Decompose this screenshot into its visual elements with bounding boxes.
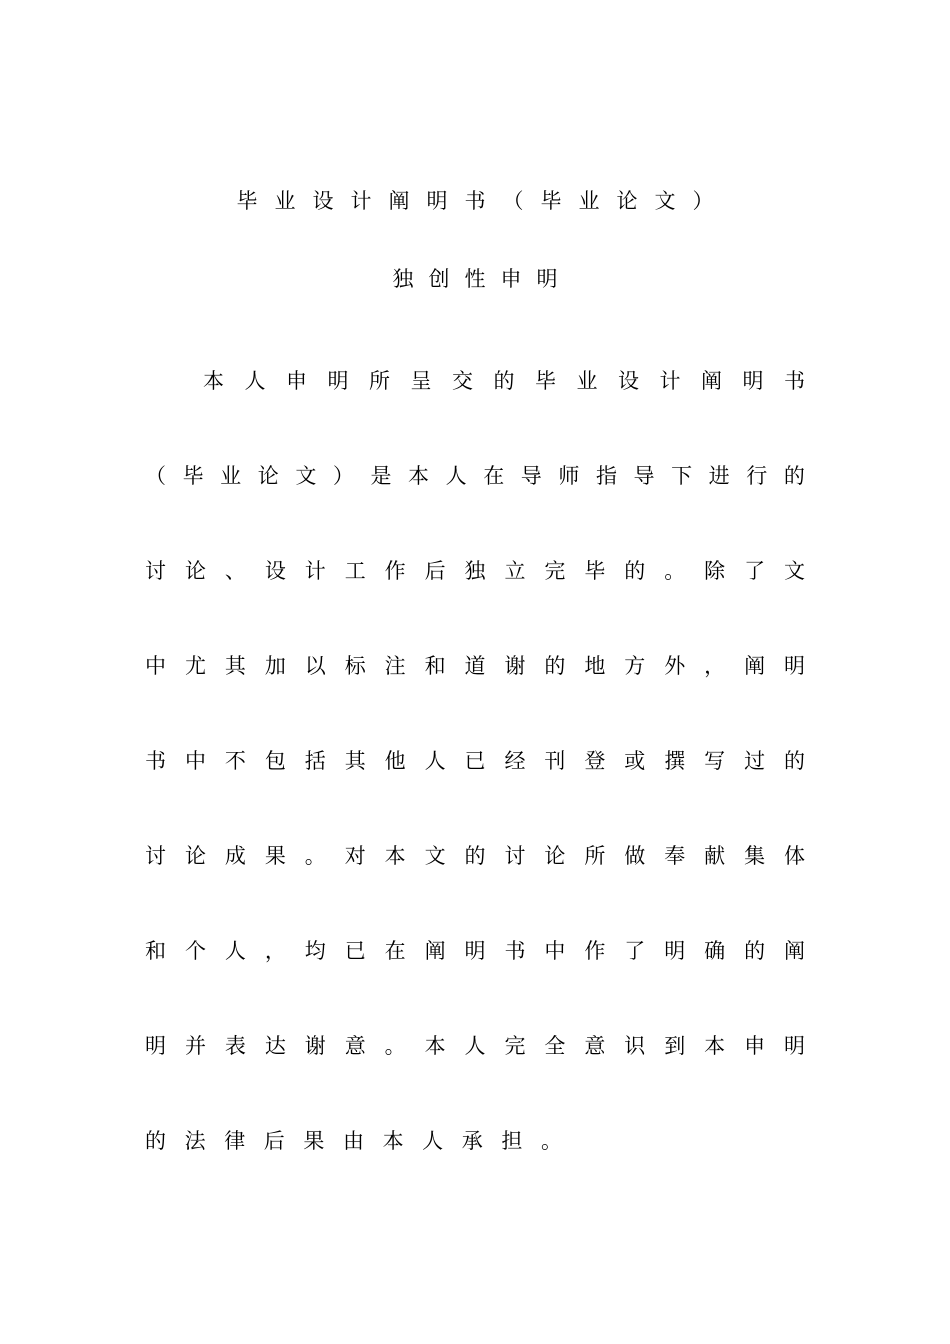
body-char: 立	[504, 559, 526, 583]
body-char: 所	[584, 844, 606, 868]
body-char: 设	[264, 559, 286, 583]
body-char: 师	[558, 464, 580, 488]
body-char: 。	[540, 1129, 562, 1153]
body-char: 奉	[664, 844, 686, 868]
body-char: ）	[332, 464, 354, 488]
body-char: 。	[664, 559, 686, 583]
body-char: 导	[633, 464, 655, 488]
body-char: 明	[784, 1034, 805, 1058]
body-char: 独	[464, 559, 486, 583]
body-char: 达	[264, 1034, 286, 1058]
body-char: 本	[424, 1034, 446, 1058]
body-char: 论	[184, 559, 206, 583]
body-char: 做	[624, 844, 646, 868]
body-char: 的	[544, 654, 566, 678]
body-char: 指	[595, 464, 617, 488]
body-char: 谢	[304, 1034, 326, 1058]
body-char: 谢	[504, 654, 526, 678]
body-char: 进	[708, 464, 730, 488]
body-char: 登	[584, 749, 606, 773]
body-line-7	[145, 936, 805, 966]
body-line-8	[145, 1031, 805, 1061]
body-char: 了	[744, 559, 766, 583]
body-char: ，	[704, 654, 726, 678]
body-char: 呈	[410, 369, 432, 393]
body-char: 明	[464, 939, 486, 963]
body-char: 作	[584, 939, 606, 963]
body-char: 的	[493, 369, 515, 393]
body-line-5	[145, 746, 805, 776]
body-char: 果	[264, 844, 286, 868]
body-char: 人	[224, 939, 246, 963]
body-char: 刊	[544, 749, 566, 773]
body-char: 工	[344, 559, 366, 583]
body-line-6	[145, 841, 805, 871]
body-char: 的	[624, 559, 646, 583]
body-char: 个	[184, 939, 206, 963]
body-char: 文	[784, 559, 805, 583]
body-char: 人	[445, 464, 467, 488]
body-char: 了	[624, 939, 646, 963]
body-char: 阐	[701, 369, 722, 393]
body-char: 人	[244, 369, 266, 393]
body-char: 阐	[744, 654, 766, 678]
body-char: 已	[344, 939, 366, 963]
body-char: 写	[704, 749, 726, 773]
body-line-3	[145, 556, 805, 586]
body-char: 书	[784, 369, 805, 393]
body-char: 表	[224, 1034, 246, 1058]
body-char: 讨	[145, 844, 166, 868]
body-line-4	[145, 651, 805, 681]
body-char: 。	[384, 1034, 406, 1058]
body-char: 申	[744, 1034, 766, 1058]
body-char: 律	[224, 1129, 246, 1153]
body-char: 注	[384, 654, 406, 678]
body-char: 、	[224, 559, 246, 583]
body-char: 论	[184, 844, 206, 868]
body-char: 献	[704, 844, 726, 868]
body-char: 作	[384, 559, 406, 583]
body-char: 均	[304, 939, 326, 963]
body-char: 书	[504, 939, 526, 963]
body-char: 是	[370, 464, 392, 488]
body-char: 明	[145, 1034, 166, 1058]
body-char: 中	[184, 749, 206, 773]
body-char: 中	[544, 939, 566, 963]
body-char: 对	[344, 844, 366, 868]
body-char: 文	[295, 464, 317, 488]
body-char: 加	[264, 654, 286, 678]
body-char: 明	[664, 939, 686, 963]
body-char: 以	[304, 654, 326, 678]
body-char: 论	[257, 464, 279, 488]
body-char: 道	[464, 654, 486, 678]
body-char: 明	[327, 369, 349, 393]
body-char: 毕	[182, 464, 204, 488]
body-char: 所	[369, 369, 390, 393]
body-char: 并	[184, 1034, 206, 1058]
body-char: 完	[504, 1034, 526, 1058]
body-char: 过	[744, 749, 766, 773]
body-char: 除	[704, 559, 726, 583]
body-char: 计	[659, 369, 681, 393]
body-char: 包	[264, 749, 286, 773]
body-char: 明	[784, 654, 805, 678]
body-char: 或	[624, 749, 646, 773]
body-char: 后	[263, 1129, 285, 1153]
body-line-9	[145, 1126, 805, 1156]
body-char: 后	[424, 559, 446, 583]
body-char: 他	[384, 749, 406, 773]
body-char: 交	[452, 369, 473, 393]
body-char: 本	[384, 844, 406, 868]
body-char: 阐	[424, 939, 446, 963]
body-char: 识	[624, 1034, 646, 1058]
body-char: 外	[664, 654, 686, 678]
body-char: 人	[464, 1034, 486, 1058]
body-char: 尤	[184, 654, 206, 678]
body-char: 其	[224, 654, 246, 678]
body-char: 到	[664, 1034, 686, 1058]
body-char: 行	[746, 464, 768, 488]
body-char: 下	[671, 464, 693, 488]
body-char: 的	[464, 844, 486, 868]
body-char: （	[145, 464, 166, 488]
document-title: 毕业设计阐明书（毕业论文）	[236, 189, 731, 213]
body-char: 承	[461, 1129, 483, 1153]
body-char: 果	[303, 1129, 325, 1153]
body-char: 集	[744, 844, 766, 868]
body-char: 导	[520, 464, 542, 488]
body-char: 法	[184, 1129, 206, 1153]
body-char: 毕	[535, 369, 556, 393]
body-char: 在	[483, 464, 505, 488]
body-char: 确	[704, 939, 726, 963]
body-char: 。	[304, 844, 326, 868]
body-char: 本	[408, 464, 430, 488]
body-char: 和	[145, 939, 166, 963]
body-char: 的	[783, 464, 805, 488]
body-char: 书	[145, 749, 166, 773]
body-char: 计	[304, 559, 326, 583]
body-char: 人	[422, 1129, 444, 1153]
body-line-2	[145, 461, 805, 491]
body-char: 体	[784, 844, 805, 868]
body-char: 已	[464, 749, 486, 773]
body-char: 本	[203, 369, 224, 393]
body-char: ，	[264, 939, 286, 963]
body-char: 本	[704, 1034, 726, 1058]
body-line-1	[203, 366, 805, 396]
body-char: 人	[424, 749, 446, 773]
declaration-heading: 独创性申明	[392, 267, 573, 291]
body-char: 在	[384, 939, 406, 963]
body-char: 和	[424, 654, 446, 678]
body-char: 地	[584, 654, 606, 678]
body-char: 业	[576, 369, 598, 393]
body-char: 文	[424, 844, 446, 868]
body-char: 不	[224, 749, 246, 773]
body-char: 标	[344, 654, 366, 678]
body-char: 的	[744, 939, 766, 963]
body-char: 全	[544, 1034, 566, 1058]
body-char: 成	[224, 844, 246, 868]
body-char: 讨	[504, 844, 526, 868]
body-char: 方	[624, 654, 646, 678]
body-char: 业	[220, 464, 242, 488]
body-char: 论	[544, 844, 566, 868]
body-char: 中	[145, 654, 166, 678]
body-char: 意	[584, 1034, 606, 1058]
body-char: 意	[344, 1034, 366, 1058]
body-char: 完	[544, 559, 566, 583]
body-char: 明	[742, 369, 764, 393]
body-char: 由	[342, 1129, 364, 1153]
body-char: 讨	[145, 559, 166, 583]
body-char: 撰	[664, 749, 686, 773]
body-char: 的	[145, 1129, 166, 1153]
body-char: 申	[286, 369, 307, 393]
body-char: 的	[784, 749, 805, 773]
body-char: 设	[618, 369, 639, 393]
body-char: 本	[382, 1129, 404, 1153]
body-char: 毕	[584, 559, 606, 583]
body-char: 担	[501, 1129, 523, 1153]
body-char: 经	[504, 749, 526, 773]
body-char: 括	[304, 749, 326, 773]
body-char: 阐	[784, 939, 805, 963]
body-char: 其	[344, 749, 366, 773]
